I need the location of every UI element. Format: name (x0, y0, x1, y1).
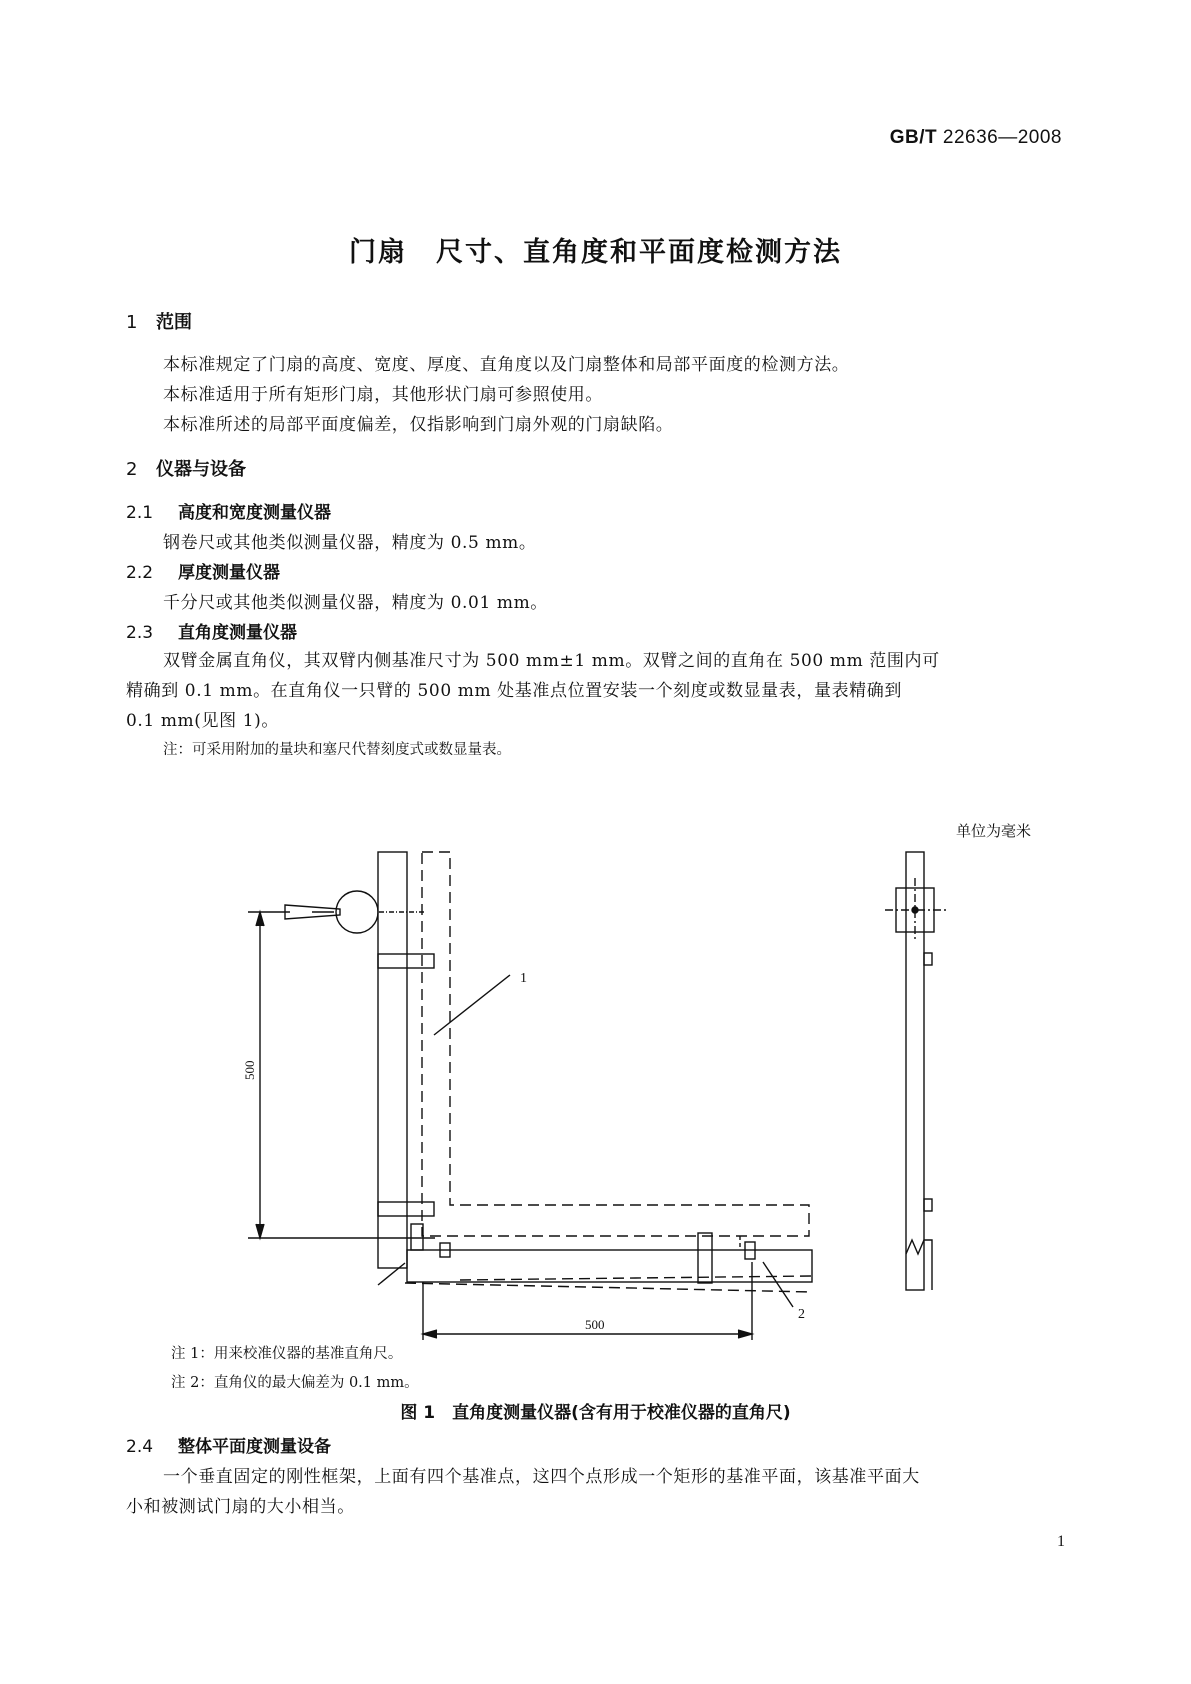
dial-gauge (336, 891, 378, 933)
section-2-2-heading: 2.2 厚度测量仪器 (126, 563, 280, 583)
s2-3-line-1: 双臂金属直角仪，其双臂内侧基准尺寸为 500 mm±1 mm。双臂之间的直角在 500 mm 范围内可 (163, 651, 940, 671)
figure-unit: 单位为毫米 (955, 822, 1031, 840)
s2-3-note: 注：可采用附加的量块和塞尺代替刻度式或数显量表。 (163, 742, 511, 758)
square-vertical-arm (378, 852, 407, 1268)
standard-code: GB/T 22636—2008 (889, 127, 1062, 148)
s1-paragraph-1: 本标准规定了门扇的高度、宽度、厚度、直角度以及门扇整体和局部平面度的检测方法。 (163, 355, 850, 375)
vertical-arm-block-lower (378, 1202, 434, 1216)
document-title: 门扇 尺寸、直角度和平面度检测方法 (349, 237, 842, 268)
s2-4-line-1: 一个垂直固定的刚性框架，上面有四个基准点，这四个点形成一个矩形的基准平面，该基准平面大 (163, 1467, 920, 1487)
section-2-1-heading: 2.1 高度和宽度测量仪器 (126, 503, 331, 523)
section-2-heading: 2 仪器与设备 (126, 459, 246, 480)
side-view-hooks (906, 1240, 932, 1290)
leader-1 (434, 975, 510, 1035)
dimension-vertical-text: 500 (242, 1060, 257, 1080)
s2-1-text: 钢卷尺或其他类似测量仪器，精度为 0.5 mm。 (163, 533, 537, 553)
s2-3-line-2: 精确到 0.1 mm。在直角仪一只臂的 500 mm 处基准点位置安装一个刻度或数显量表，量表精确到 (126, 681, 902, 701)
vertical-arm-foot (411, 1224, 423, 1250)
vertical-arm-block-upper (378, 954, 434, 968)
corner-bevel (378, 1263, 405, 1285)
calibration-square (422, 852, 809, 1236)
dimension-horizontal-text: 500 (585, 1317, 605, 1332)
s2-4-line-2: 小和被测试门扇的大小相当。 (126, 1497, 355, 1517)
label-1: 1 (520, 971, 527, 986)
s2-3-line-3: 0.1 mm(见图 1)。 (126, 711, 279, 731)
s1-paragraph-3: 本标准所述的局部平面度偏差，仅指影响到门扇外观的门扇缺陷。 (163, 415, 674, 435)
figure-note-1: 注 1：用来校准仪器的基准直角尺。 (171, 1346, 403, 1362)
s1-paragraph-2: 本标准适用于所有矩形门扇，其他形状门扇可参照使用。 (163, 385, 603, 405)
section-2-3-heading: 2.3 直角度测量仪器 (126, 623, 297, 643)
leader-2 (763, 1262, 793, 1307)
s2-2-text: 千分尺或其他类似测量仪器，精度为 0.01 mm。 (163, 593, 548, 613)
figure-note-2: 注 2：直角仪的最大偏差为 0.1 mm。 (171, 1375, 419, 1391)
page-number: 1 (1057, 1533, 1065, 1550)
horizontal-arm-block-left (698, 1233, 712, 1283)
label-2: 2 (798, 1307, 805, 1322)
figure-caption: 图 1 直角度测量仪器(含有用于校准仪器的直角尺) (400, 1403, 791, 1423)
section-2-4-heading: 2.4 整体平面度测量设备 (126, 1437, 331, 1457)
section-1-heading: 1 范围 (126, 312, 192, 333)
